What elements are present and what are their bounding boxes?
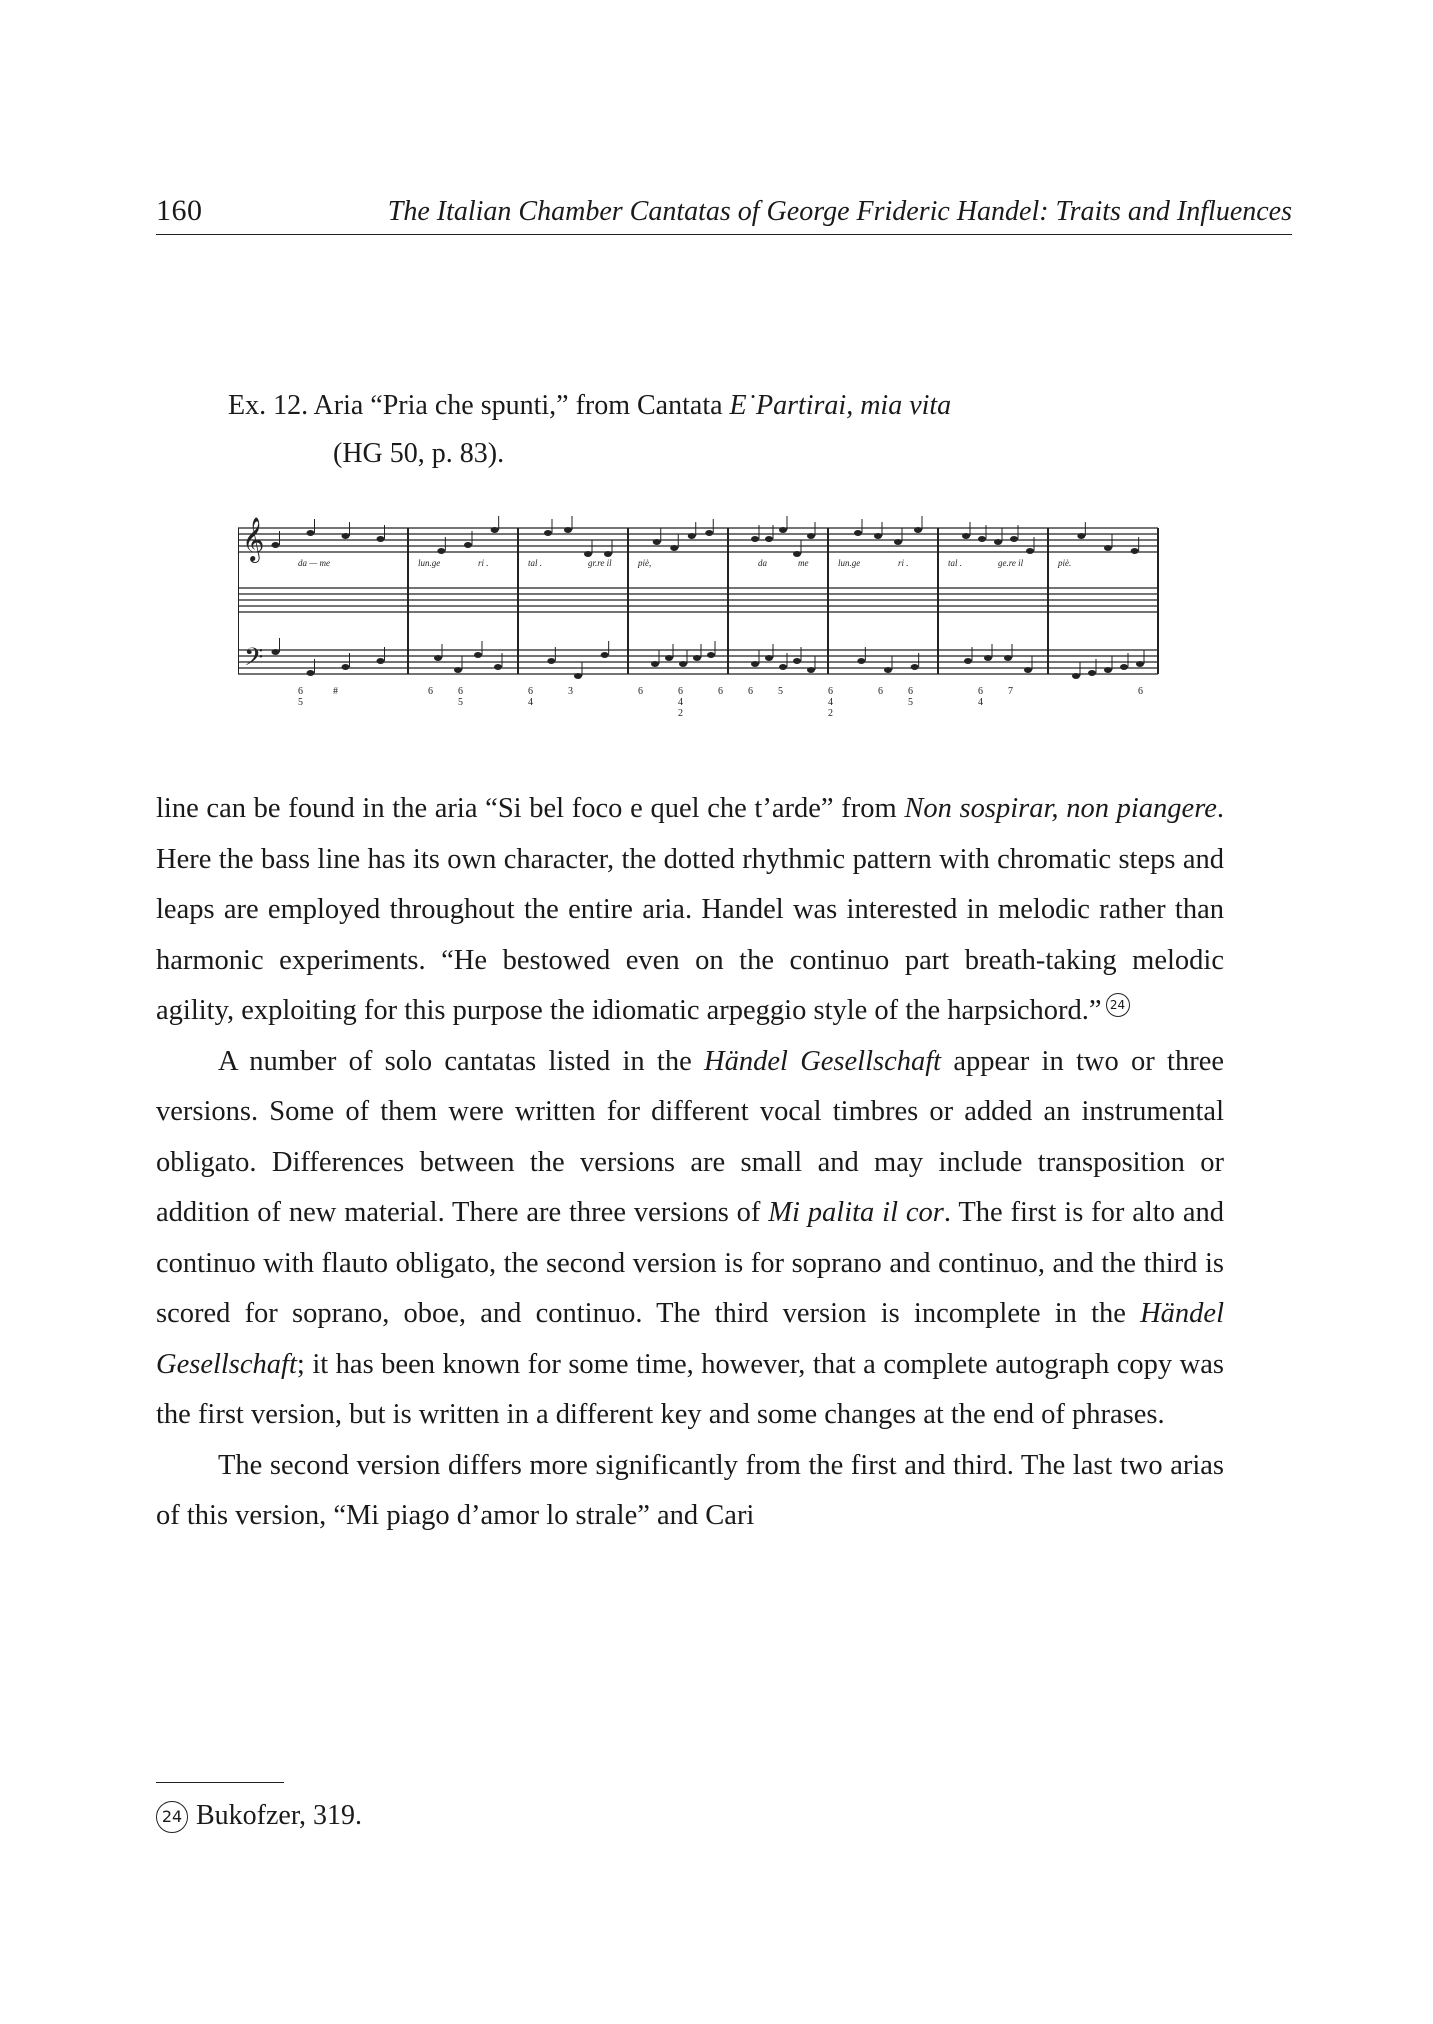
note-head xyxy=(911,664,919,670)
p2-italic-3: Händel Gesellschaft xyxy=(156,1298,1224,1380)
note-head xyxy=(1010,536,1018,542)
note-head xyxy=(601,652,609,658)
lyric-syllable: tal . xyxy=(948,558,963,568)
note-head xyxy=(978,536,986,542)
note-head xyxy=(437,548,445,554)
lyric-syllable: piè. xyxy=(1058,558,1072,568)
lyric-syllable: ri . xyxy=(478,558,489,568)
paragraph-2 xyxy=(156,1037,1224,1441)
figured-bass-numeral: 6 xyxy=(1138,686,1143,697)
note-head xyxy=(688,533,696,539)
footnote-ref-24: 24 xyxy=(1106,993,1130,1017)
lyric-syllable: piè, xyxy=(638,558,652,568)
note-head xyxy=(751,661,759,667)
figured-bass-numeral: 6 xyxy=(638,686,643,697)
p1-text-a: line can be found in the aria “Si bel foco e quel che t’arde” from xyxy=(156,793,905,824)
figured-bass-numeral: 7 xyxy=(1008,686,1013,697)
note-head xyxy=(1004,655,1012,661)
caption-line-1 xyxy=(228,382,1188,430)
figured-bass-numeral: 6 xyxy=(458,686,463,697)
figured-bass-numeral: # xyxy=(333,686,338,697)
note-head xyxy=(544,530,552,536)
note-head xyxy=(779,527,787,533)
note-head xyxy=(994,539,1002,545)
note-head xyxy=(707,652,715,658)
score-staves xyxy=(238,528,1158,674)
note-head xyxy=(854,530,862,536)
caption-line-2: (HG 50, p. 83). xyxy=(333,438,505,469)
lyric-syllable: da xyxy=(758,558,767,568)
note-head xyxy=(547,658,555,664)
caption-prefix: Ex. 12. Aria “Pria che spunti,” from Cantata xyxy=(228,390,730,421)
figured-bass-numeral: 5 xyxy=(908,697,913,708)
lyric-syllable: ge.re il xyxy=(998,558,1024,568)
lyric-syllable: me xyxy=(798,558,809,568)
figured-bass-numeral: 4 xyxy=(828,697,833,708)
note-head xyxy=(984,655,992,661)
lyric-syllable: da — me xyxy=(298,558,330,568)
figured-bass-numeral: 6 xyxy=(298,686,303,697)
running-header xyxy=(156,188,1292,235)
footnote-rule xyxy=(156,1782,284,1783)
note-head xyxy=(491,527,499,533)
lyric-syllable: gr.re il xyxy=(588,558,612,568)
note-head xyxy=(564,527,572,533)
figured-bass-numeral: 5 xyxy=(778,686,783,697)
note-head xyxy=(434,655,442,661)
body-text xyxy=(156,784,1224,1542)
note-head xyxy=(679,661,687,667)
note-head xyxy=(651,661,659,667)
example-caption xyxy=(228,382,1188,478)
p1-work-title: Non sospirar, non piangere xyxy=(904,793,1217,824)
note-head xyxy=(584,551,592,557)
figured-bass-numeral: 2 xyxy=(678,708,683,719)
figured-bass-numeral: 6 xyxy=(428,686,433,697)
figured-bass-numeral: 6 xyxy=(978,686,983,697)
note-head xyxy=(307,670,315,676)
lyric-syllable: ri . xyxy=(898,558,909,568)
p2-italic-1: Händel Gesellschaft xyxy=(704,1045,942,1077)
note-head xyxy=(307,530,315,536)
note-head xyxy=(670,545,678,551)
note-head xyxy=(765,655,773,661)
note-head xyxy=(793,551,801,557)
lyric-syllable: tal . xyxy=(528,558,543,568)
note-head xyxy=(1104,545,1112,551)
footnote-number: 24 xyxy=(156,1801,188,1833)
caption-cantata-title: E˙Partirai, mia vita xyxy=(729,390,952,421)
figured-bass-numeral: 4 xyxy=(978,697,983,708)
note-head xyxy=(884,667,892,673)
note-head xyxy=(1077,533,1085,539)
note-head xyxy=(1120,664,1128,670)
treble-clef-icon: 𝄞 xyxy=(242,517,265,561)
note-head xyxy=(272,542,280,548)
figured-bass-numeral: 5 xyxy=(298,697,303,708)
score-lyrics xyxy=(298,558,1071,568)
paragraph-1 xyxy=(156,784,1224,1037)
figured-bass-numeral: 2 xyxy=(828,708,833,719)
note-head xyxy=(874,533,882,539)
figured-bass-numeral: 6 xyxy=(828,686,833,697)
p1-text-b: . Here the bass line has its own character, the dotted rhythmic pattern with chromatic steps and leaps are employed throughout the entire aria. Handel was interested in melodic rather than harmonic experiments. “He bestowed even on the continuo part breath-taking melodic agility, exploiting for this purpose the idiomatic arpeggio style of the harpsichord.” xyxy=(156,793,1225,1026)
note-head xyxy=(1104,667,1112,673)
note-head xyxy=(272,649,280,655)
figured-bass-numeral: 3 xyxy=(568,686,573,697)
note-head xyxy=(454,667,462,673)
figured-bass-numeral: 4 xyxy=(528,697,533,708)
figured-bass-numeral: 6 xyxy=(748,686,753,697)
paragraph-3: The second version differs more significantly from the first and third. The last two arias of this version, “Mi piago d’amor lo strale” and Cari xyxy=(156,1449,1224,1531)
note-head xyxy=(574,673,582,679)
figured-bass-numeral: 6 xyxy=(908,686,913,697)
music-score xyxy=(238,510,1162,740)
note-head xyxy=(914,527,922,533)
note-head xyxy=(857,658,865,664)
note-head xyxy=(779,664,787,670)
note-head xyxy=(1026,548,1034,554)
figured-bass-numeral: 6 xyxy=(528,686,533,697)
figured-bass-numeral: 5 xyxy=(458,697,463,708)
note-head xyxy=(604,551,612,557)
p2-text-d: ; it has been known for some time, however, that a complete autograph copy was the first version, but is written in a different key and some changes at the end of phrases. xyxy=(156,1348,1224,1430)
note-head xyxy=(653,539,661,545)
note-head xyxy=(474,652,482,658)
p2-text-b: appear in two or three versions. Some of them were written for different vocal timbres or added an instrumental obligato. Differences between the versions are small and may include transposition or addition of new material. There are three versions of xyxy=(156,1045,1224,1228)
bass-clef-icon: 𝄢 xyxy=(244,643,264,678)
note-head xyxy=(765,536,773,542)
score-barlines xyxy=(238,528,1158,674)
note-head xyxy=(1131,548,1139,554)
note-head xyxy=(377,658,385,664)
note-head xyxy=(962,533,970,539)
note-head xyxy=(807,533,815,539)
note-head xyxy=(665,655,673,661)
note-head xyxy=(1136,661,1144,667)
figured-bass-numeral: 6 xyxy=(878,686,883,697)
p2-italic-2: Mi palita il cor xyxy=(768,1197,944,1228)
p2-text-c: . The first is for alto and continuo with flauto obligato, the second version is for soprano and continuo, and the third is scored for soprano, oboe, and continuo. The third version is incomplete in the xyxy=(156,1197,1224,1329)
note-head xyxy=(1088,670,1096,676)
note-head xyxy=(1072,673,1080,679)
score-figures xyxy=(298,686,1143,719)
note-head xyxy=(464,542,472,548)
figured-bass-numeral: 6 xyxy=(718,686,723,697)
lyric-syllable: lun.ge xyxy=(838,558,861,568)
p2-text-a: A number of solo cantatas listed in the xyxy=(218,1045,705,1077)
note-head xyxy=(894,539,902,545)
note-head xyxy=(751,536,759,542)
running-title: The Italian Chamber Cantatas of George Frideric Handel: Traits and Influences xyxy=(387,196,1292,227)
note-head xyxy=(342,664,350,670)
note-head xyxy=(705,530,713,536)
note-head xyxy=(377,536,385,542)
note-head xyxy=(342,533,350,539)
footnote xyxy=(156,1796,362,1836)
note-head xyxy=(693,655,701,661)
note-head xyxy=(964,658,972,664)
figured-bass-numeral: 6 xyxy=(678,686,683,697)
footnote-text: Bukofzer, 319. xyxy=(196,1800,363,1831)
note-head xyxy=(793,658,801,664)
page-number: 160 xyxy=(156,194,203,227)
note-head xyxy=(807,667,815,673)
note-head xyxy=(494,664,502,670)
note-head xyxy=(1024,667,1032,673)
lyric-syllable: lun.ge xyxy=(418,558,441,568)
figured-bass-numeral: 4 xyxy=(678,697,683,708)
